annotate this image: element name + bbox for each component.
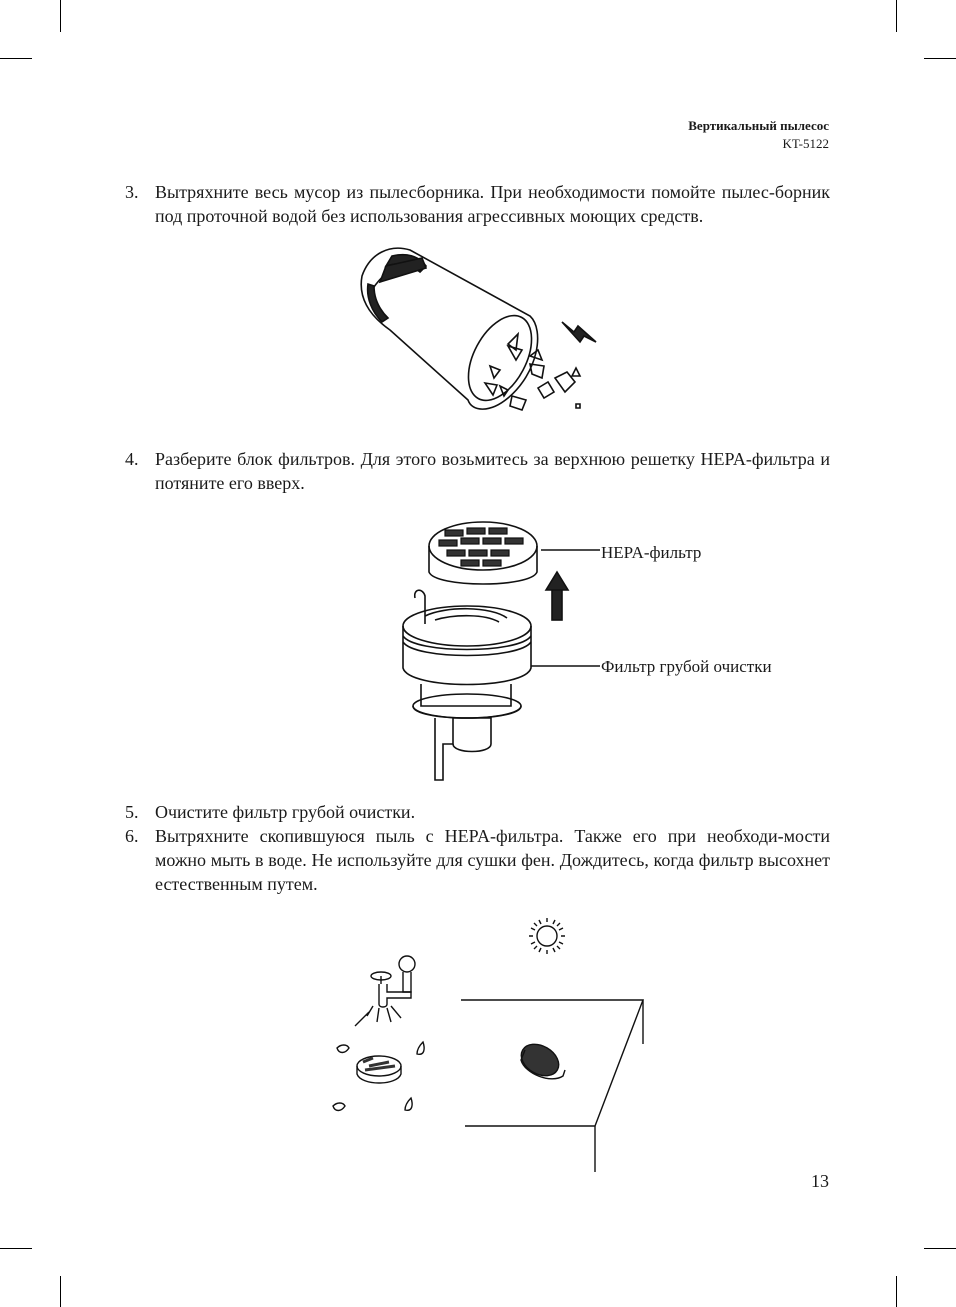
crop-mark bbox=[0, 1248, 32, 1249]
coarse-filter-label: Фильтр грубой очистки bbox=[601, 657, 772, 676]
step-text: Вытряхните весь мусор из пылесборника. При необходимости помойте пылес-борник под проточной водой без использования агрессивных моющих средств. bbox=[155, 182, 830, 226]
step-6 bbox=[125, 824, 830, 896]
filter-block-illustration bbox=[395, 518, 605, 784]
crop-mark bbox=[0, 58, 32, 59]
product-title: Вертикальный пылесос bbox=[688, 118, 829, 133]
step-text: Вытряхните скопившуюся пыль с HEPA-фильтра. Также его при необходи-мости можно мыть в воде. Не используйте для сушки фен. Дождитесь, когда фильтр высохнет естественным путем. bbox=[155, 826, 830, 894]
step-5 bbox=[125, 800, 830, 824]
step-4 bbox=[125, 447, 830, 495]
crop-mark bbox=[60, 1276, 61, 1307]
step-text: Разберите блок фильтров. Для этого возьмитесь за верхнюю решетку HEPA-фильтра и потяните его вверх. bbox=[155, 449, 830, 493]
step-number: 3. bbox=[125, 182, 139, 202]
product-model: KT-5122 bbox=[782, 136, 829, 151]
crop-mark bbox=[924, 58, 956, 59]
faucet-icon bbox=[355, 956, 415, 1026]
wet-filter-icon bbox=[357, 1056, 401, 1083]
crop-mark bbox=[896, 0, 897, 32]
crop-mark bbox=[60, 0, 61, 32]
page-number: 13 bbox=[811, 1171, 829, 1191]
step-number: 6. bbox=[125, 826, 139, 846]
crop-mark bbox=[896, 1276, 897, 1307]
step-3 bbox=[125, 180, 830, 228]
drying-filter-icon bbox=[516, 1038, 565, 1082]
table-icon bbox=[461, 1000, 643, 1172]
sun-icon bbox=[529, 918, 565, 954]
step-number: 4. bbox=[125, 449, 139, 469]
step-number: 5. bbox=[125, 802, 139, 822]
hepa-filter-label: HEPA-фильтр bbox=[601, 543, 702, 562]
running-header bbox=[688, 117, 829, 152]
washing-drying-illustration bbox=[325, 910, 665, 1175]
crop-mark bbox=[924, 1248, 956, 1249]
dust-bin-illustration bbox=[340, 238, 610, 418]
step-text: Очистите фильтр грубой очистки. bbox=[155, 802, 416, 822]
